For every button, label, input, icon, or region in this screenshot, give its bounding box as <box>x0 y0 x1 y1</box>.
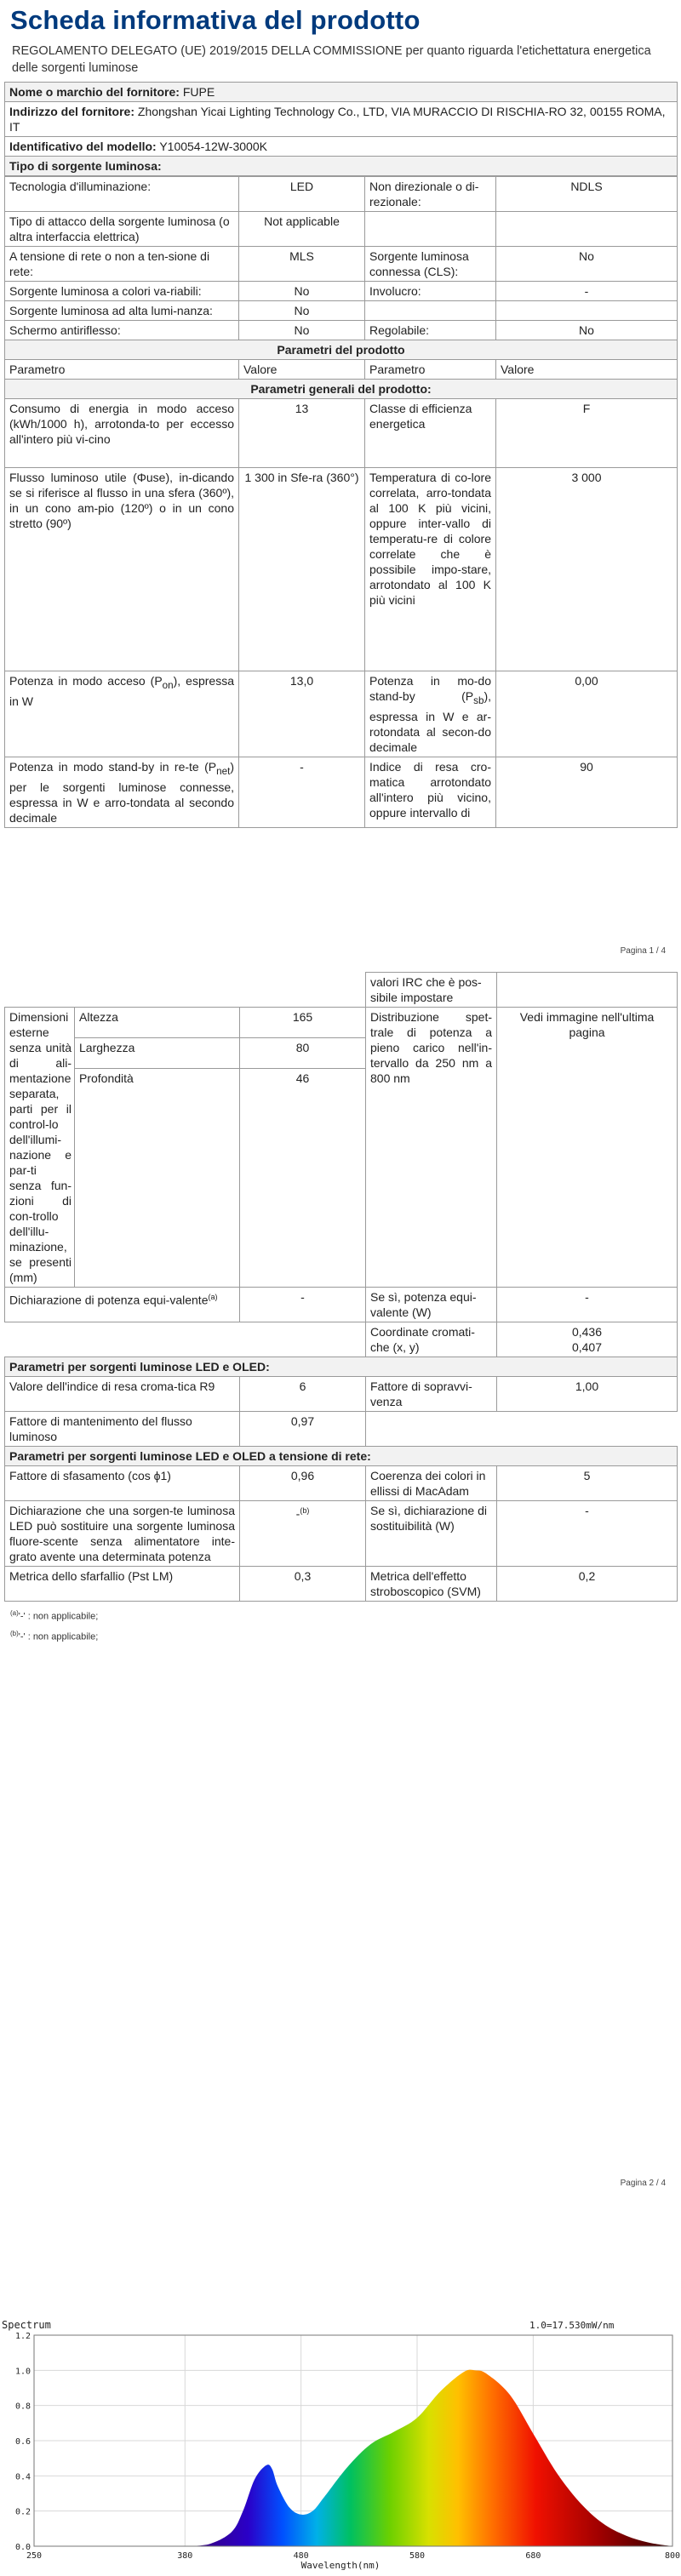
mains-params-heading: Parametri per sorgenti luminose LED e OLED a tensione di rete: <box>5 1447 678 1466</box>
chroma-row <box>5 1322 678 1357</box>
mains-heading-row <box>5 1447 678 1466</box>
spectrum-chart <box>0 2315 681 2572</box>
footnote-a <box>10 1607 681 1624</box>
col-header-value: Valore <box>239 360 365 380</box>
source-type-table <box>4 176 678 828</box>
height-value: 165 <box>240 1008 366 1038</box>
source-type-row <box>5 212 678 247</box>
luminous-flux-value: 1 300 in Sfe-ra (360°) <box>239 468 365 671</box>
cri-value: 90 <box>496 757 678 827</box>
page-1 <box>0 0 681 828</box>
replacement-watt-value: - <box>497 1501 678 1567</box>
irc-cont-row <box>5 973 678 1008</box>
source-value-1: No <box>239 321 365 340</box>
irc-cont-text: valori IRC che è pos-sibile impostare <box>366 973 497 1008</box>
supplier-name-value: FUPE <box>182 85 215 99</box>
supplier-address-row <box>5 102 678 137</box>
col-header-param: Parametro <box>5 360 239 380</box>
product-params-heading: Parametri del prodotto <box>5 340 678 360</box>
cri-label: Indice di resa cro-matica arrotondato all'intero più vicino, oppure intervallo di <box>365 757 496 827</box>
spectral-distribution-value: Vedi immagine nell'ultima pagina <box>497 1008 678 1288</box>
efficiency-class-value: F <box>496 399 678 468</box>
y-tick-label: 0.4 <box>14 2472 31 2482</box>
on-mode-power-value: 13,0 <box>239 671 365 757</box>
note-a-sup: (a) <box>10 1609 19 1617</box>
led-params-heading: Parametri per sorgenti luminose LED e OLED: <box>5 1357 678 1377</box>
page-title: Scheda informativa del prodotto <box>10 5 421 35</box>
x-tick-label: 380 <box>177 2551 193 2561</box>
flicker-row <box>5 1567 678 1602</box>
maintenance-label: Fattore di mantenimento del flusso luminoso <box>5 1412 240 1447</box>
replace-dash: - <box>295 1506 300 1521</box>
source-label-1: Tecnologia d'illuminazione: <box>5 177 239 212</box>
energy-row <box>5 399 678 468</box>
power-row <box>5 671 678 757</box>
x-tick-label: 480 <box>293 2551 309 2561</box>
efficiency-class-label: Classe di efficienza energetica <box>365 399 496 468</box>
source-label-2: Regolabile: <box>365 321 496 340</box>
survival-label: Fattore di sopravvi-venza <box>366 1377 497 1412</box>
x-tick-label: 680 <box>525 2551 541 2561</box>
column-header-row <box>5 360 678 380</box>
source-label-2 <box>365 212 496 247</box>
network-standby-value: - <box>239 757 365 827</box>
power-factor-label: Fattore di sfasamento (cos ϕ1) <box>5 1466 240 1501</box>
source-value-2: NDLS <box>496 177 678 212</box>
source-value-2: No <box>496 247 678 282</box>
source-value-1: No <box>239 282 365 301</box>
chroma-x: 0,436 <box>571 1325 603 1339</box>
source-label-1: Sorgente luminosa ad alta lumi-nanza: <box>5 301 239 321</box>
power-factor-row <box>5 1466 678 1501</box>
equiv-text: Dichiarazione di potenza equi-valente <box>9 1293 209 1307</box>
spectral-distribution-label: Distribuzione spet-trale di potenza a pieno carico nell'in-tervallo da 250 nm a 800 nm <box>366 1008 497 1288</box>
col-header-value: Valore <box>496 360 678 380</box>
standby-sub: sb <box>473 694 484 706</box>
flicker-value: 0,3 <box>240 1567 366 1602</box>
y-tick-label: 1.0 <box>14 2367 31 2377</box>
model-label: Identificativo del modello: <box>9 140 157 153</box>
maintenance-value: 0,97 <box>240 1412 366 1447</box>
source-label-2 <box>365 301 496 321</box>
standby-text-end: ), espressa in W e ar-rotondata al secon-do decimale <box>369 689 491 754</box>
maintenance-row <box>5 1412 678 1447</box>
page-1-footer: Pagina 1 / 4 <box>620 946 666 956</box>
equivalent-power-label <box>5 1288 240 1322</box>
chromaticity-value <box>497 1322 678 1357</box>
regulation-subtitle: REGOLAMENTO DELEGATO (UE) 2019/2015 DELLA COMMISSIONE per quanto riguarda l'etichettatura energetica delle sorgenti luminose <box>12 44 651 75</box>
supplier-address-value: Zhongshan Yicai Lighting Technology Co., LTD, VIA MURACCIO DI RISCHIA-RO 32, 00155 ROMA, IT <box>9 105 666 134</box>
y-tick-label: 0.8 <box>14 2402 31 2412</box>
standby-power-value: 0,00 <box>496 671 678 757</box>
equivalent-power-row <box>5 1288 678 1322</box>
x-tick-label: 580 <box>409 2551 426 2561</box>
source-type-row <box>5 301 678 321</box>
equivalent-power-value: - <box>240 1288 366 1322</box>
supplier-table <box>4 82 678 176</box>
source-type-heading: Tipo di sorgente luminosa: <box>5 157 678 176</box>
replacement-watt-label: Se sì, dichiarazione di sostituibilità (W) <box>366 1501 497 1567</box>
height-label: Altezza <box>75 1008 240 1038</box>
macadam-value: 5 <box>497 1466 678 1501</box>
source-value-2 <box>496 212 678 247</box>
source-label-1: Sorgente luminosa a colori va-riabili: <box>5 282 239 301</box>
source-type-heading-row <box>5 157 678 176</box>
footnote-b <box>10 1627 681 1644</box>
source-value-2 <box>496 301 678 321</box>
general-params-heading-row <box>5 380 678 399</box>
source-label-2: Sorgente luminosa connessa (CLS): <box>365 247 496 282</box>
depth-label: Profondità <box>75 1069 240 1288</box>
svm-label: Metrica dell'effetto stroboscopico (SVM) <box>366 1567 497 1602</box>
source-value-1: LED <box>239 177 365 212</box>
power-factor-value: 0,96 <box>240 1466 366 1501</box>
source-label-1: Tipo di attacco della sorgente luminosa (o altra interfaccia elettrica) <box>5 212 239 247</box>
source-label-2: Involucro: <box>365 282 496 301</box>
chromaticity-label: Coordinate cromati-che (x, y) <box>366 1322 497 1357</box>
equivalent-watt-label: Se sì, potenza equi-valente (W) <box>366 1288 497 1322</box>
energy-consumption-value: 13 <box>239 399 365 468</box>
r9-label: Valore dell'indice di resa croma-tica R9 <box>5 1377 240 1412</box>
source-label-1: A tensione di rete o non a ten-sione di rete: <box>5 247 239 282</box>
source-value-1: MLS <box>239 247 365 282</box>
network-standby-label <box>5 757 239 827</box>
col-header-param: Parametro <box>365 360 496 380</box>
on-power-text-end: ), espressa in W <box>9 674 234 708</box>
source-type-row <box>5 177 678 212</box>
led-heading-row <box>5 1357 678 1377</box>
flux-row <box>5 468 678 671</box>
chart-annotation: 1.0=17.530mW/nm <box>529 2320 615 2331</box>
y-tick-label: 0.0 <box>14 2543 31 2552</box>
r9-value: 6 <box>240 1377 366 1412</box>
model-value: Y10054-12W-3000K <box>159 140 267 153</box>
source-value-2: No <box>496 321 678 340</box>
replacement-label: Dichiarazione che una sorgen-te luminosa LED può sostituire una sorgente luminosa fluore-scente senza alimentatore inte-grato avente una determinata potenza <box>5 1501 240 1567</box>
on-power-text: Potenza in modo acceso (P <box>9 674 163 688</box>
on-power-sub: on <box>162 679 174 691</box>
source-type-row <box>5 282 678 301</box>
dimensions-label: Dimensioni esterne senza unità di ali-mentazione separata, parti per il control-lo dell'illumi-nazione e par-ti senza fun-zioni di con-trollo dell'illu-minazione, se presenti (mm) <box>5 1008 75 1288</box>
note-b-sup: (b) <box>10 1629 19 1637</box>
svm-value: 0,2 <box>497 1567 678 1602</box>
net-text: Potenza in modo stand-by in re-te (P <box>9 759 217 774</box>
y-tick-label: 1.2 <box>14 2332 31 2341</box>
net-sub: net <box>216 765 231 777</box>
source-type-row <box>5 321 678 340</box>
note-b-text: '-' : non applicabile; <box>18 1631 99 1642</box>
model-row <box>5 137 678 157</box>
supplier-name-label: Nome o marchio del fornitore: <box>9 85 180 99</box>
x-tick-label: 250 <box>26 2551 43 2561</box>
page-2-footer: Pagina 2 / 4 <box>620 2179 666 2188</box>
depth-value: 46 <box>240 1069 366 1288</box>
width-label: Larghezza <box>75 1038 240 1069</box>
luminous-flux-label: Flusso luminoso utile (Φuse), in-dicando se si riferisce al flusso in una sfera (360º), in un cono am-pio (120º) o in un cono stretto (90º) <box>5 468 239 671</box>
r9-row <box>5 1377 678 1412</box>
macadam-label: Coerenza dei colori in ellissi di MacAdam <box>366 1466 497 1501</box>
replacement-value <box>240 1501 366 1567</box>
y-tick-label: 0.6 <box>14 2437 31 2447</box>
equivalent-watt-value: - <box>497 1288 678 1322</box>
network-standby-row <box>5 757 678 827</box>
on-mode-power-label <box>5 671 239 757</box>
supplier-address-label: Indirizzo del fornitore: <box>9 105 134 118</box>
spectrum-area <box>185 2370 672 2546</box>
product-params-heading-row <box>5 340 678 360</box>
general-params-heading: Parametri generali del prodotto: <box>5 380 678 399</box>
source-label-1: Schermo antiriflesso: <box>5 321 239 340</box>
chroma-y: 0,407 <box>571 1340 603 1354</box>
note-a-text: '-' : non applicabile; <box>18 1611 99 1622</box>
x-axis-label: Wavelength(nm) <box>300 2560 381 2571</box>
width-value: 80 <box>240 1038 366 1069</box>
dims-row-height <box>5 1008 678 1038</box>
supplier-name-row <box>5 83 678 102</box>
source-type-row <box>5 247 678 282</box>
y-tick-label: 0.2 <box>14 2507 31 2517</box>
page-2 <box>0 972 681 1643</box>
flicker-label: Metrica dello sfarfallio (Pst LM) <box>5 1567 240 1602</box>
chart-title: Spectrum <box>2 2319 51 2331</box>
x-tick-label: 800 <box>664 2551 681 2561</box>
spectrum-svg <box>0 2315 681 2572</box>
source-value-1: No <box>239 301 365 321</box>
equiv-sup: (a) <box>208 1293 218 1301</box>
replace-sup: (b) <box>300 1506 310 1515</box>
source-value-1: Not applicable <box>239 212 365 247</box>
survival-value: 1,00 <box>497 1377 678 1412</box>
cct-label: Temperatura di co-lore correlata, arro-tondata al 100 K più vicini, oppure inter-vallo di temperatu-re di colore correlate che è possibile impo-stare, arrotondato al 100 K più vicini <box>365 468 496 671</box>
source-label-2: Non direzionale o di-rezionale: <box>365 177 496 212</box>
page2-table <box>4 972 678 1602</box>
energy-consumption-label: Consumo di energia in modo acceso (kWh/1000 h), arrotonda-to per eccesso all'intero più vi-cino <box>5 399 239 468</box>
source-value-2: - <box>496 282 678 301</box>
standby-text: Potenza in mo-do stand-by (P <box>369 674 491 703</box>
standby-power-label <box>365 671 496 757</box>
replacement-row <box>5 1501 678 1567</box>
net-text-end: ) per le sorgenti luminose connesse, espressa in W e arro-tondata al secondo decimale <box>9 759 234 825</box>
cct-value: 3 000 <box>496 468 678 671</box>
